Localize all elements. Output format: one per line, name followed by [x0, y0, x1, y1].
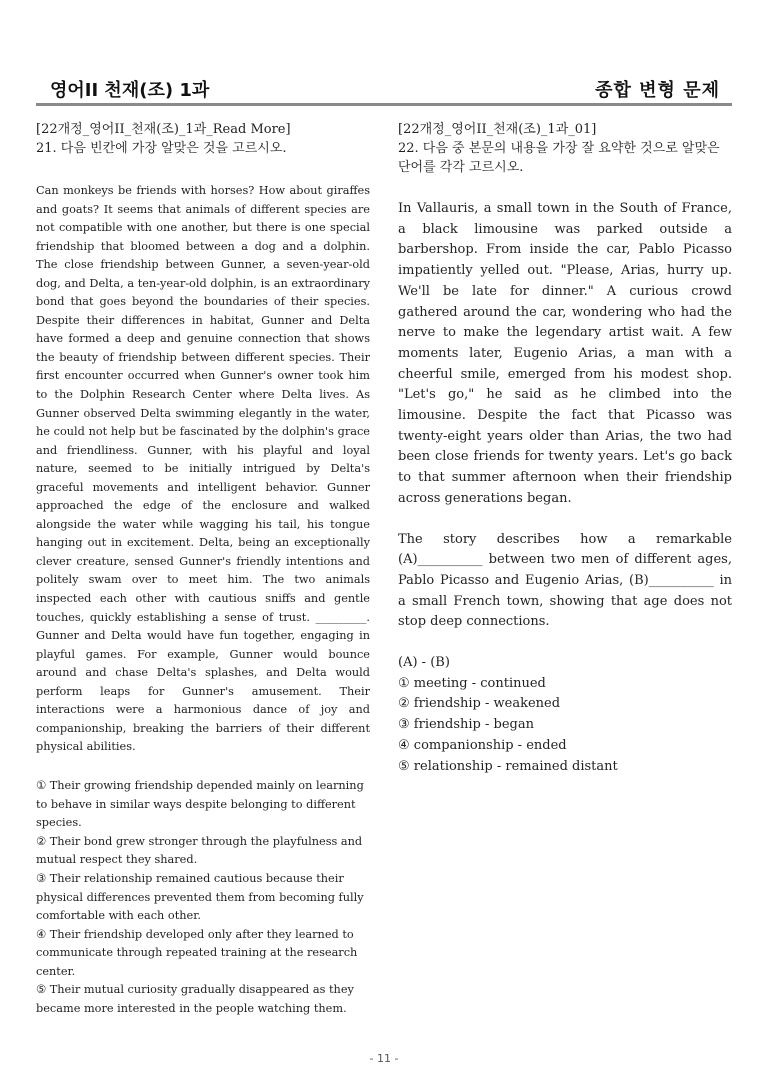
- answer-option-3[interactable]: ③ Their relationship remained cautious because their physical differences prevented them from becoming fully comfortable with each other.: [36, 871, 364, 923]
- question-tag: [22개정_영어II_천재(조)_1과_01]: [398, 122, 597, 137]
- spacer: [398, 510, 732, 530]
- answer-option-3[interactable]: ③ friendship - began: [398, 717, 534, 733]
- header-rule: [36, 103, 732, 106]
- reading-passage: In Vallauris, a small town in the South of France, a black limousine was parked outside a barbershop. From inside the car, Pablo Picasso impatiently yelled out. "Please, Arias, hurry up. We'll be late for dinner." A curious crowd gathered around the car, wondering who had the nerve to make the legendary artist wait. A few moments later, Eugenio Arias, a man with a cheerful smile, emerged from his modest shop. "Let's go," he said as he climbed into the limousine. Despite the fact that Picasso was twenty-eight years older than Arias, the two had been close friends for twenty years. Let's go back to that summer afternoon when their friendship across generations began.: [398, 201, 732, 506]
- summary-sentence: The story describes how a remarkable (A)__________ between two men of different ages, Pablo Picasso and Eugenio Arias, (B)__________ in a small French town, showing that age does not stop deep connections.: [398, 531, 732, 630]
- answer-options: [398, 653, 732, 777]
- spacer: [36, 757, 370, 777]
- question-tag: [22개정_영어II_천재(조)_1과_Read More]: [36, 122, 291, 137]
- page-number: - 11 -: [369, 1052, 399, 1065]
- answer-option-5[interactable]: ⑤ relationship - remained distant: [398, 758, 618, 774]
- answer-option-2[interactable]: ② Their bond grew stronger through the playfulness and mutual respect they shared.: [36, 834, 363, 867]
- header-title: 영어II 천재(조) 1과: [50, 80, 210, 101]
- answer-option-5[interactable]: ⑤ Their mutual curiosity gradually disappeared as they became more interested in the people watching them.: [36, 983, 354, 1016]
- answer-option-4[interactable]: ④ companionship - ended: [398, 737, 567, 753]
- reading-passage: Can monkeys be friends with horses? How about giraffes and goats? It seems that animals of different species are not compatible with one another, but there is one special friendship that bloomed between a dog and a dolphin. The close friendship between Gunner, a seven-year-old dog, and Delta, a ten-year-old dolphin, is an extraordinary bond that goes beyond the boundaries of their species. Despite their differences in habitat, Gunner and Delta have formed a deep and genuine connection that shows the beauty of friendship between different species. Their first encounter occurred when Gunner's owner took him to the Dolphin Research Center where Delta lives. As Gunner observed Delta swimming elegantly in the water, he could not help but be fascinated by the dolphin's grace and friendliness. Gunner, with his playful and loyal nature, seemed to be initially intrigued by Delta's graceful movements and intelligent behavior. Gunner approached the edge of the enclosure and walked alongside the water while wagging his tail, his tongue hanging out in excitement. Delta, being an exceptionally clever creature, sensed Gunner's friendly intentions and politely swam over to meet him. The two animals inspected each other with cautious sniffs and gentle touches, quickly establishing a sense of trust. _________. Gunner and Delta would have fun together, engaging in playful games. For example, Gunner would bounce around and chase Delta's splashes, and Delta would perform leaps for Gunner's amusement. Their interactions were a harmonious dance of joy and companionship, breaking the barriers of their different physical abilities.: [36, 184, 370, 754]
- spacer: [398, 633, 732, 653]
- answer-options: [36, 777, 370, 1019]
- page-header: [36, 72, 732, 102]
- question-22: [398, 120, 732, 777]
- answer-option-4[interactable]: ④ Their friendship developed only after they learned to communicate through repeated training at the research center.: [36, 927, 358, 978]
- answer-option-1[interactable]: ① meeting - continued: [398, 675, 546, 691]
- answer-option-2[interactable]: ② friendship - weakened: [398, 696, 561, 712]
- question-prompt: 22. 다음 중 본문의 내용을 가장 잘 요약한 것으로 알맞은 단어를 각각 고르시오.: [398, 141, 720, 175]
- spacer: [36, 158, 370, 182]
- question-21: [36, 120, 370, 1019]
- header-subtitle: 종합 변형 문제: [595, 80, 720, 101]
- answer-format-header: (A) - (B): [398, 655, 450, 671]
- spacer: [398, 177, 732, 199]
- question-prompt: 21. 다음 빈칸에 가장 알맞은 것을 고르시오.: [36, 141, 287, 156]
- answer-option-1[interactable]: ① Their growing friendship depended mainly on learning to behave in similar ways despite belonging to different species.: [36, 778, 364, 830]
